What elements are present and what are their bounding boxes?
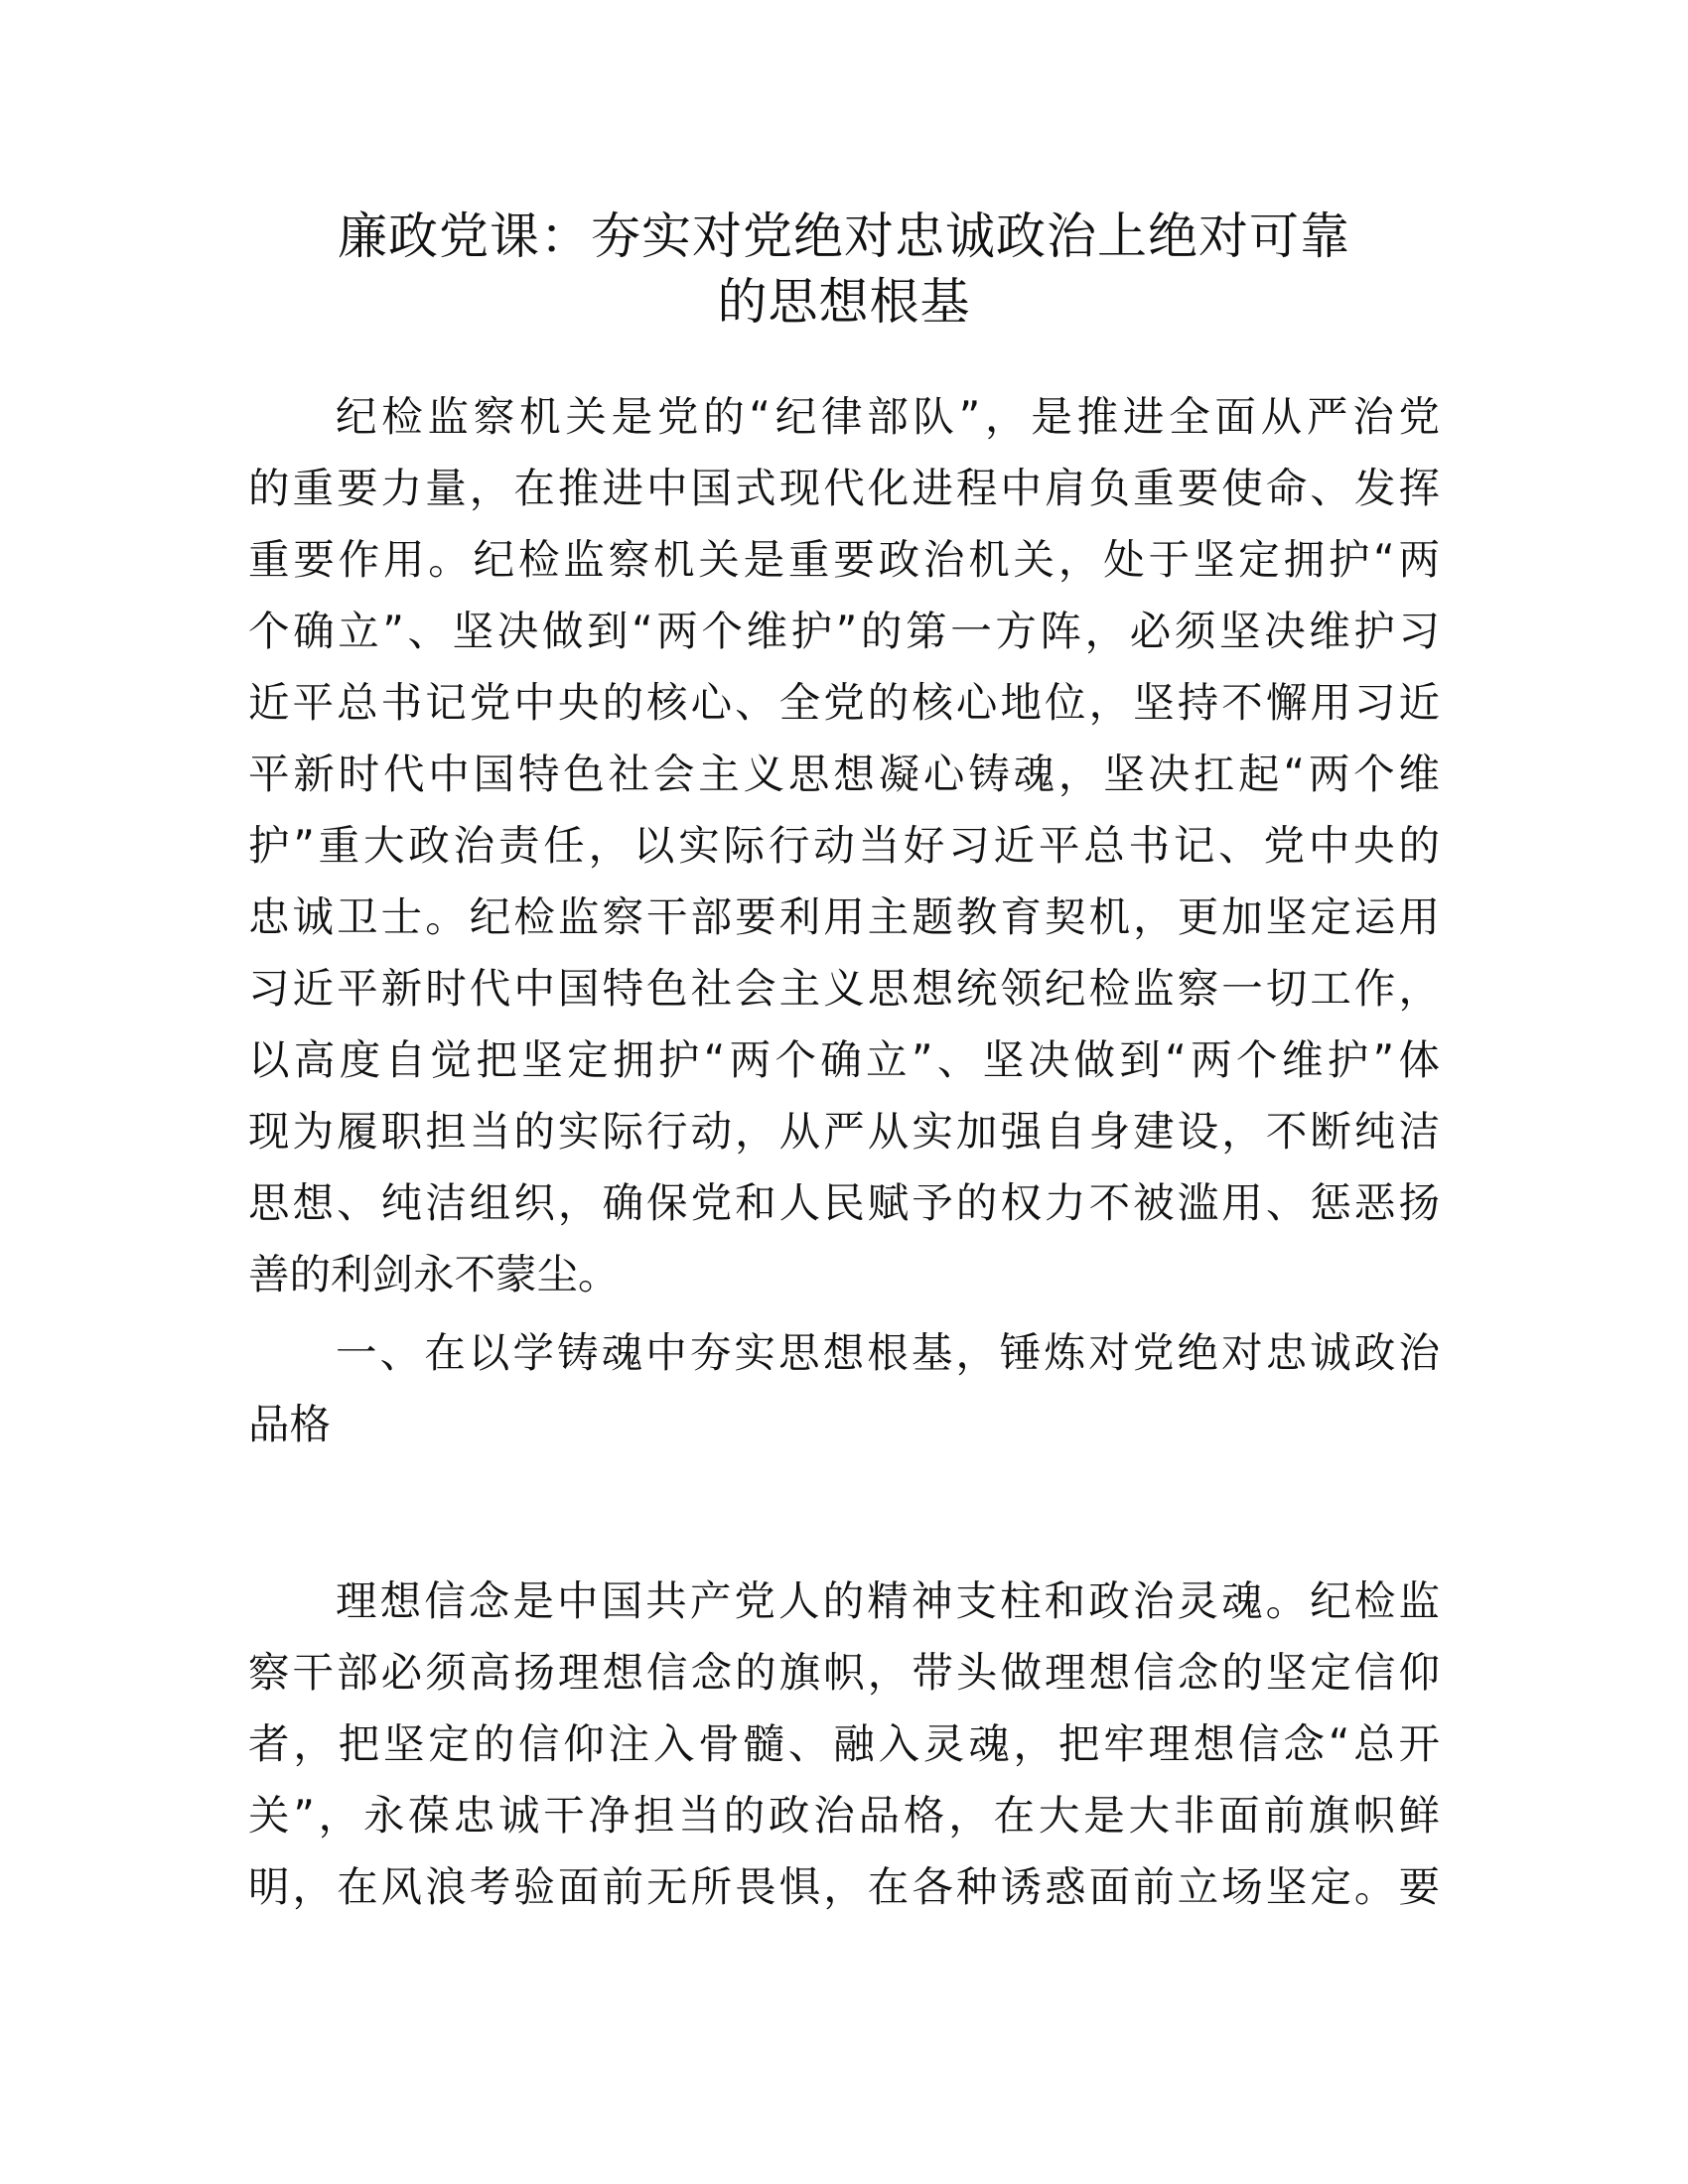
title-line-1: 廉政党课：夯实对党绝对忠诚政治上绝对可靠 [338,207,1350,265]
document-title [199,204,1489,335]
heading-line: 一、在以学铸魂中夯实思想根基，锤炼对党绝对忠诚政治 [336,1328,1440,1377]
heading-line: 品格 [248,1400,332,1448]
text-line: 以高度自觉把坚定拥护“两个确立”、坚决做到“两个维护”体 [248,1035,1440,1084]
text-line: 重要作用。纪检监察机关是重要政治机关，处于坚定拥护“两 [248,535,1440,584]
title-line-2: 的思想根基 [717,273,971,331]
text-line: 明，在风浪考验面前无所畏惧，在各种诱惑面前立场坚定。要 [248,1862,1440,1911]
text-line: 近平总书记党中央的核心、全党的核心地位，坚持不懈用习近 [248,678,1440,727]
text-line: 思想、纯洁组织，确保党和人民赋予的权力不被滥用、惩恶扬 [248,1178,1440,1227]
text-line: 察干部必须高扬理想信念的旗帜，带头做理想信念的坚定信仰 [248,1648,1440,1697]
text-line: 纪检监察机关是党的“纪律部队”，是推进全面从严治党 [336,392,1440,441]
text-line: 平新时代中国特色社会主义思想凝心铸魂，坚决扛起“两个维 [248,750,1440,798]
text-line: 护”重大政治责任，以实际行动当好习近平总书记、党中央的 [248,821,1440,870]
text-line: 的重要力量，在推进中国式现代化进程中肩负重要使命、发挥 [248,464,1440,512]
text-line: 现为履职担当的实际行动，从严从实加强自身建设，不断纯洁 [248,1107,1440,1156]
text-line: 理想信念是中国共产党人的精神支柱和政治灵魂。纪检监 [336,1576,1440,1625]
text-line: 者，把坚定的信仰注入骨髓、融入灵魂，把牢理想信念“总开 [248,1719,1440,1768]
text-line: 个确立”、坚决做到“两个维护”的第一方阵，必须坚决维护习 [248,607,1440,655]
text-line: 关”，永葆忠诚干净担当的政治品格，在大是大非面前旗帜鲜 [248,1791,1440,1840]
text-line: 善的利剑永不蒙尘。 [248,1250,620,1298]
text-line: 忠诚卫士。纪检监察干部要利用主题教育契机，更加坚定运用 [248,892,1440,941]
text-line: 习近平新时代中国特色社会主义思想统领纪检监察一切工作， [248,964,1440,1013]
